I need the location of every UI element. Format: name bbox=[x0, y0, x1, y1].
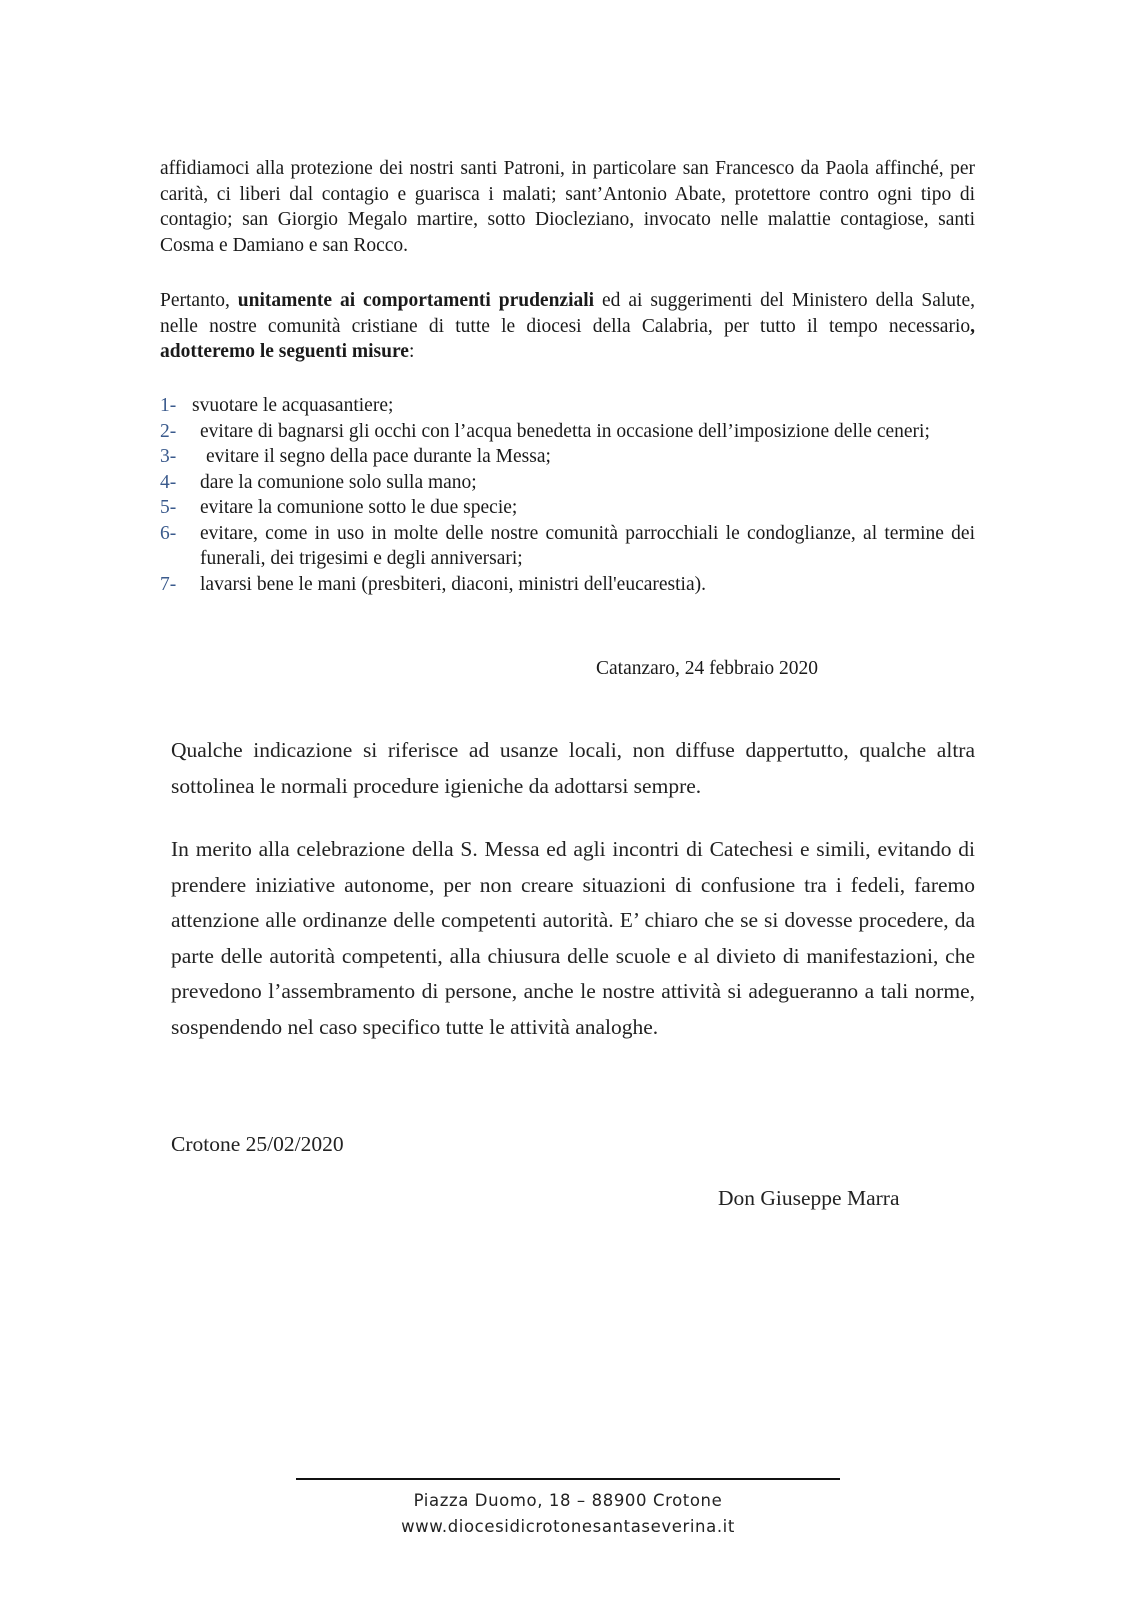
list-item bbox=[160, 419, 975, 445]
list-item-number: 5- bbox=[160, 497, 177, 518]
list-item-text: lavarsi bene le mani (presbiteri, diaconi, ministri dell'eucarestia). bbox=[200, 573, 706, 595]
list-item bbox=[160, 495, 975, 521]
list-item-number: 7- bbox=[160, 573, 177, 595]
note-mass-catechesis: In merito alla celebrazione della S. Messa ed agli incontri di Catechesi e simili, evitando di prendere iniziative autonome, per non creare situazioni di confusione tra i fedeli, faremo attenzione alle ordinanze delle competenti autorità. E’ chiaro che se si dovesse procedere, da parte delle autorità competenti, alla chiusura delle scuole e al divieto di manifestazioni, che prevedono l’assembramento di persone, anche le nostre attività si adegueranno a tali norme, sospendendo nel caso specifico tutte le attività analoghe. bbox=[171, 837, 975, 1039]
list-item-number: 3- bbox=[160, 446, 177, 467]
list-item-text: evitare di bagnarsi gli occhi con l’acqua benedetta in occasione dell’imposizione delle ceneri; bbox=[200, 420, 930, 442]
intro-text-2: ed ai suggerimenti del Ministero della Salute, nelle nostre comunità cristiane di tutte le diocesi della Calabria, per tutto il tempo necessario bbox=[160, 290, 975, 337]
signature-name: Don Giuseppe Marra bbox=[718, 1186, 900, 1210]
footer-divider bbox=[296, 1478, 840, 1480]
intro-text-1: Pertanto, bbox=[160, 290, 238, 311]
list-item bbox=[160, 521, 975, 572]
list-item-text: svuotare le acquasantiere; bbox=[192, 395, 394, 416]
list-item-number: 2- bbox=[160, 420, 177, 442]
measures-list bbox=[160, 393, 975, 597]
footer-address: Piazza Duomo, 18 – 88900 Crotone bbox=[413, 1491, 723, 1510]
paragraph-measures-intro bbox=[160, 288, 975, 365]
intro-text-3: : bbox=[408, 341, 415, 362]
paragraph-patron-saints: affidiamoci alla protezione dei nostri santi Patroni, in particolare san Francesco da Paola affinché, per carità, ci liberi dal contagio e guarisca i malati; sant’Antonio Abate, protettore contro ogni tipo di contagio; san Giorgio Megalo martire, sotto Diocleziano, invocato nelle malattie contagiose, santi Cosma e Damiano e san Rocco. bbox=[160, 158, 975, 256]
list-item-text: evitare la comunione sotto le due specie; bbox=[200, 497, 518, 518]
intro-bold-1: unitamente ai comportamenti prudenziali bbox=[237, 290, 595, 311]
list-item-number: 6- bbox=[160, 522, 177, 544]
list-item bbox=[160, 393, 975, 419]
list-item-text: evitare il segno della pace durante la Messa; bbox=[206, 446, 551, 467]
list-item-number: 4- bbox=[160, 471, 177, 493]
list-item-number: 1- bbox=[160, 395, 177, 416]
list-item bbox=[160, 470, 975, 496]
list-item bbox=[160, 444, 975, 470]
catanzaro-date: Catanzaro, 24 febbraio 2020 bbox=[596, 658, 819, 679]
list-item bbox=[160, 572, 975, 598]
footer-website: www.diocesidicrotonesantaseverina.it bbox=[401, 1517, 735, 1536]
intro-bold-2: , adotteremo le seguenti misure bbox=[160, 315, 975, 362]
crotone-date: Crotone 25/02/2020 bbox=[171, 1132, 344, 1156]
list-item-text: evitare, come in uso in molte delle nostre comunità parrocchiali le condoglianze, al termine dei funerali, dei trigesimi e degli anniversari; bbox=[200, 522, 975, 569]
list-item-text: dare la comunione solo sulla mano; bbox=[200, 471, 477, 493]
note-local-customs: Qualche indicazione si riferisce ad usanze locali, non diffuse dappertutto, qualche altra sottolinea le normali procedure igieniche da adottarsi sempre. bbox=[171, 738, 975, 798]
